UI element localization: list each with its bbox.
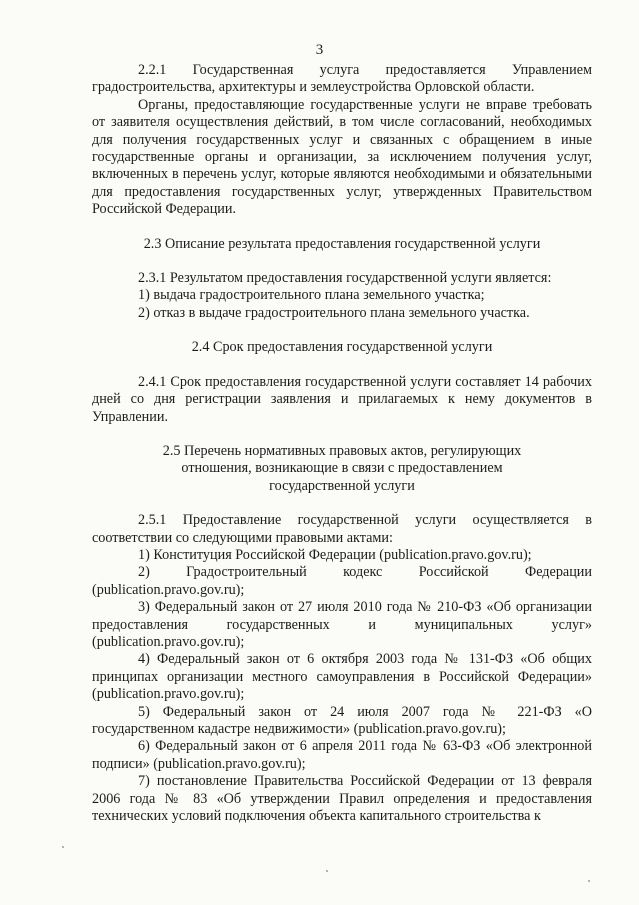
- spacer: [92, 253, 592, 270]
- spacer: [92, 219, 592, 236]
- legal-act-7: 7) постановление Правительства Российской Федерации от 13 февраля 2006 года № 83 «Об утверждении Правил определения и предоставления технических условий подключения объекта капитального строительства к: [92, 773, 592, 825]
- spacer: [92, 357, 592, 374]
- heading-2-5-line-3: государственной услуги: [269, 477, 415, 494]
- heading-2-5-line-2: отношения, возникающие в связи с предоставлением: [181, 460, 503, 477]
- scan-speck: [62, 846, 64, 848]
- legal-act-3: 3) Федеральный закон от 27 июля 2010 года № 210-ФЗ «Об организации предоставления государственных и муниципальных услуг» (publication.pravo.gov.ru);: [92, 599, 592, 650]
- legal-act-2: 2) Градостроительный кодекс Российской Федерации (publication.pravo.gov.ru);: [92, 564, 592, 598]
- page-number: 3: [315, 42, 324, 58]
- paragraph-2-4-1: 2.4.1 Срок предоставления государственной услуги составляет 14 рабочих дней со дня регистрации заявления и прилагаемых к нему документов в Управлении.: [92, 373, 592, 425]
- paragraph-2-3-1: 2.3.1 Результатом предоставления государственной услуги является:: [138, 270, 552, 287]
- paragraph-organs: Органы, предоставляющие государственные услуги не вправе требовать от заявителя осуществления действий, в том числе согласований, необходимых для получения государственных услуг и связанных с обращением в иные государственные органы и организации, за исключением получения услуг, включенных в перечень услуг, которые являются необходимыми и обязательными для предоставления государственных услуг, утвержденных Правительством Российской Федерации.: [92, 96, 592, 218]
- legal-act-6: 6) Федеральный закон от 6 апреля 2011 года № 63-ФЗ «Об электронной подписи» (publication.pravo.gov.ru);: [92, 738, 592, 772]
- legal-act-4: 4) Федеральный закон от 6 октября 2003 года № 131-ФЗ «Об общих принципах организации местного самоуправления в Российской Федерации» (publication.pravo.gov.ru);: [92, 651, 592, 703]
- legal-act-1: 1) Конституция Российской Федерации (publication.pravo.gov.ru);: [138, 546, 532, 563]
- heading-2-3: 2.3 Описание результата предоставления государственной услуги: [143, 235, 541, 252]
- scan-speck: [588, 880, 590, 882]
- list-item-result-1: 1) выдача градостроительного плана земельного участка;: [138, 287, 485, 304]
- list-item-result-2: 2) отказ в выдаче градостроительного плана земельного участка.: [138, 304, 530, 321]
- spacer: [92, 426, 592, 443]
- spacer: [92, 495, 592, 512]
- paragraph-2-5-1: 2.5.1 Предоставление государственной услуги осуществляется в соответствии со следующими правовыми актами:: [92, 512, 592, 546]
- heading-2-5-line-1: 2.5 Перечень нормативных правовых актов, регулирующих: [162, 442, 522, 459]
- scan-speck: [326, 870, 328, 872]
- spacer: [92, 322, 592, 339]
- paragraph-2-2-1: 2.2.1 Государственная услуга предоставляется Управлением градостроительства, архитектуры и землеустройства Орловской области.: [92, 62, 592, 96]
- document-body: [92, 62, 592, 825]
- heading-2-4: 2.4 Срок предоставления государственной услуги: [191, 339, 493, 356]
- legal-act-5: 5) Федеральный закон от 24 июля 2007 года № 221-ФЗ «О государственном кадастре недвижимости» (publication.pravo.gov.ru);: [92, 703, 592, 737]
